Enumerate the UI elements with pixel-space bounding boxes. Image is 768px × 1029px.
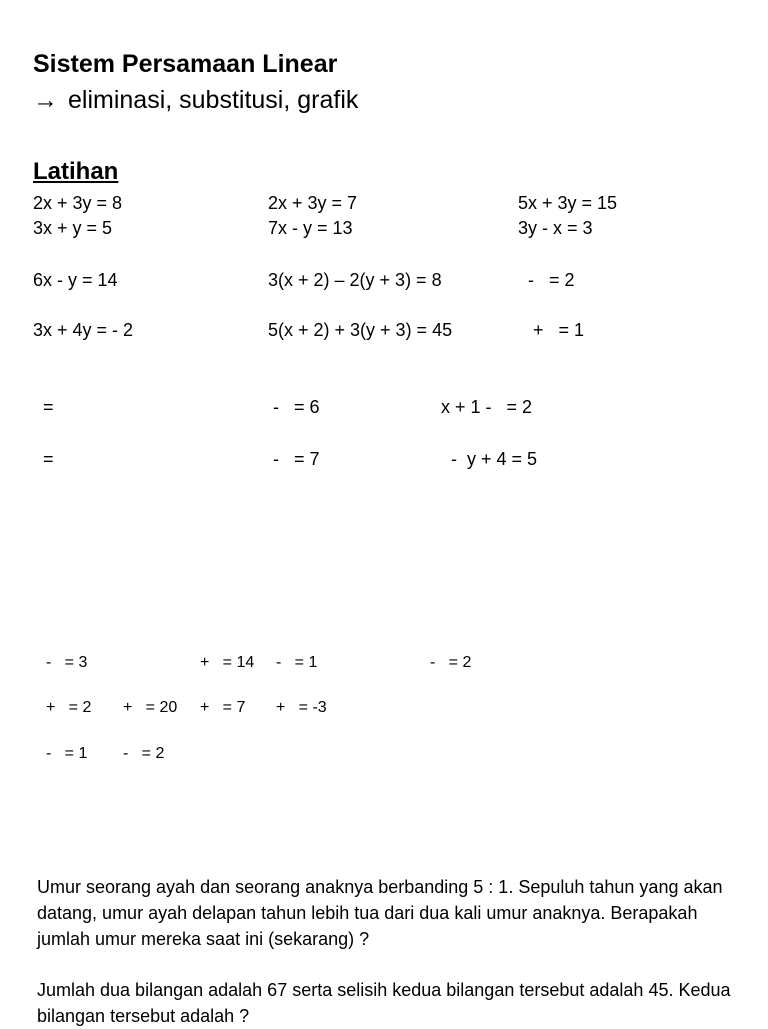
equation: - = 6	[273, 397, 320, 417]
equation: 3(x + 2) – 2(y + 3) = 8	[268, 270, 442, 290]
equation: - = 1	[46, 745, 88, 762]
section-heading-latihan: Latihan	[33, 158, 119, 185]
equation: - = 7	[273, 449, 320, 469]
equation: - y + 4 = 5	[451, 449, 538, 469]
subtitle-text: eliminasi, substitusi, grafik	[68, 86, 359, 114]
subtitle-line	[33, 86, 358, 115]
equation: 5(x + 2) + 3(y + 3) = 45	[268, 320, 453, 340]
equation: - = 2	[123, 745, 165, 762]
equation: + = 20	[123, 699, 178, 716]
word-problem: Umur seorang ayah dan seorang anaknya berbanding 5 : 1. Sepuluh tahun yang akan datang, umur ayah delapan tahun lebih tua dari dua kali umur anaknya. Berapakah jumlah umur mereka saat ini (sekarang) ?	[37, 877, 723, 949]
equation: - = 2	[528, 270, 575, 290]
equation: - = 2	[430, 654, 472, 671]
equation: 3x + y = 5	[33, 218, 113, 238]
equation: 2x + 3y = 8	[33, 193, 123, 213]
equation: 3x + 4y = - 2	[33, 320, 134, 340]
equation: =	[43, 397, 54, 417]
word-problem: Jumlah dua bilangan adalah 67 serta selisih kedua bilangan tersebut adalah 45. Kedua bilangan tersebut adalah ?	[37, 980, 731, 1026]
page-title: Sistem Persamaan Linear	[33, 50, 338, 78]
equation: 5x + 3y = 15	[518, 193, 618, 213]
equation: 6x - y = 14	[33, 270, 118, 290]
equation: + = -3	[276, 699, 327, 716]
equation: - = 3	[46, 654, 88, 671]
equation: + = 7	[200, 699, 246, 716]
equation: 7x - y = 13	[268, 218, 353, 238]
equation: x + 1 - = 2	[441, 397, 533, 417]
equation: - = 1	[276, 654, 318, 671]
equation: =	[43, 449, 54, 469]
equation: + = 2	[46, 699, 92, 716]
equation: + = 1	[533, 320, 585, 340]
right-arrow-icon: →	[33, 86, 58, 114]
equation: 3y - x = 3	[518, 218, 593, 238]
equation: 2x + 3y = 7	[268, 193, 358, 213]
equation: + = 14	[200, 654, 255, 671]
